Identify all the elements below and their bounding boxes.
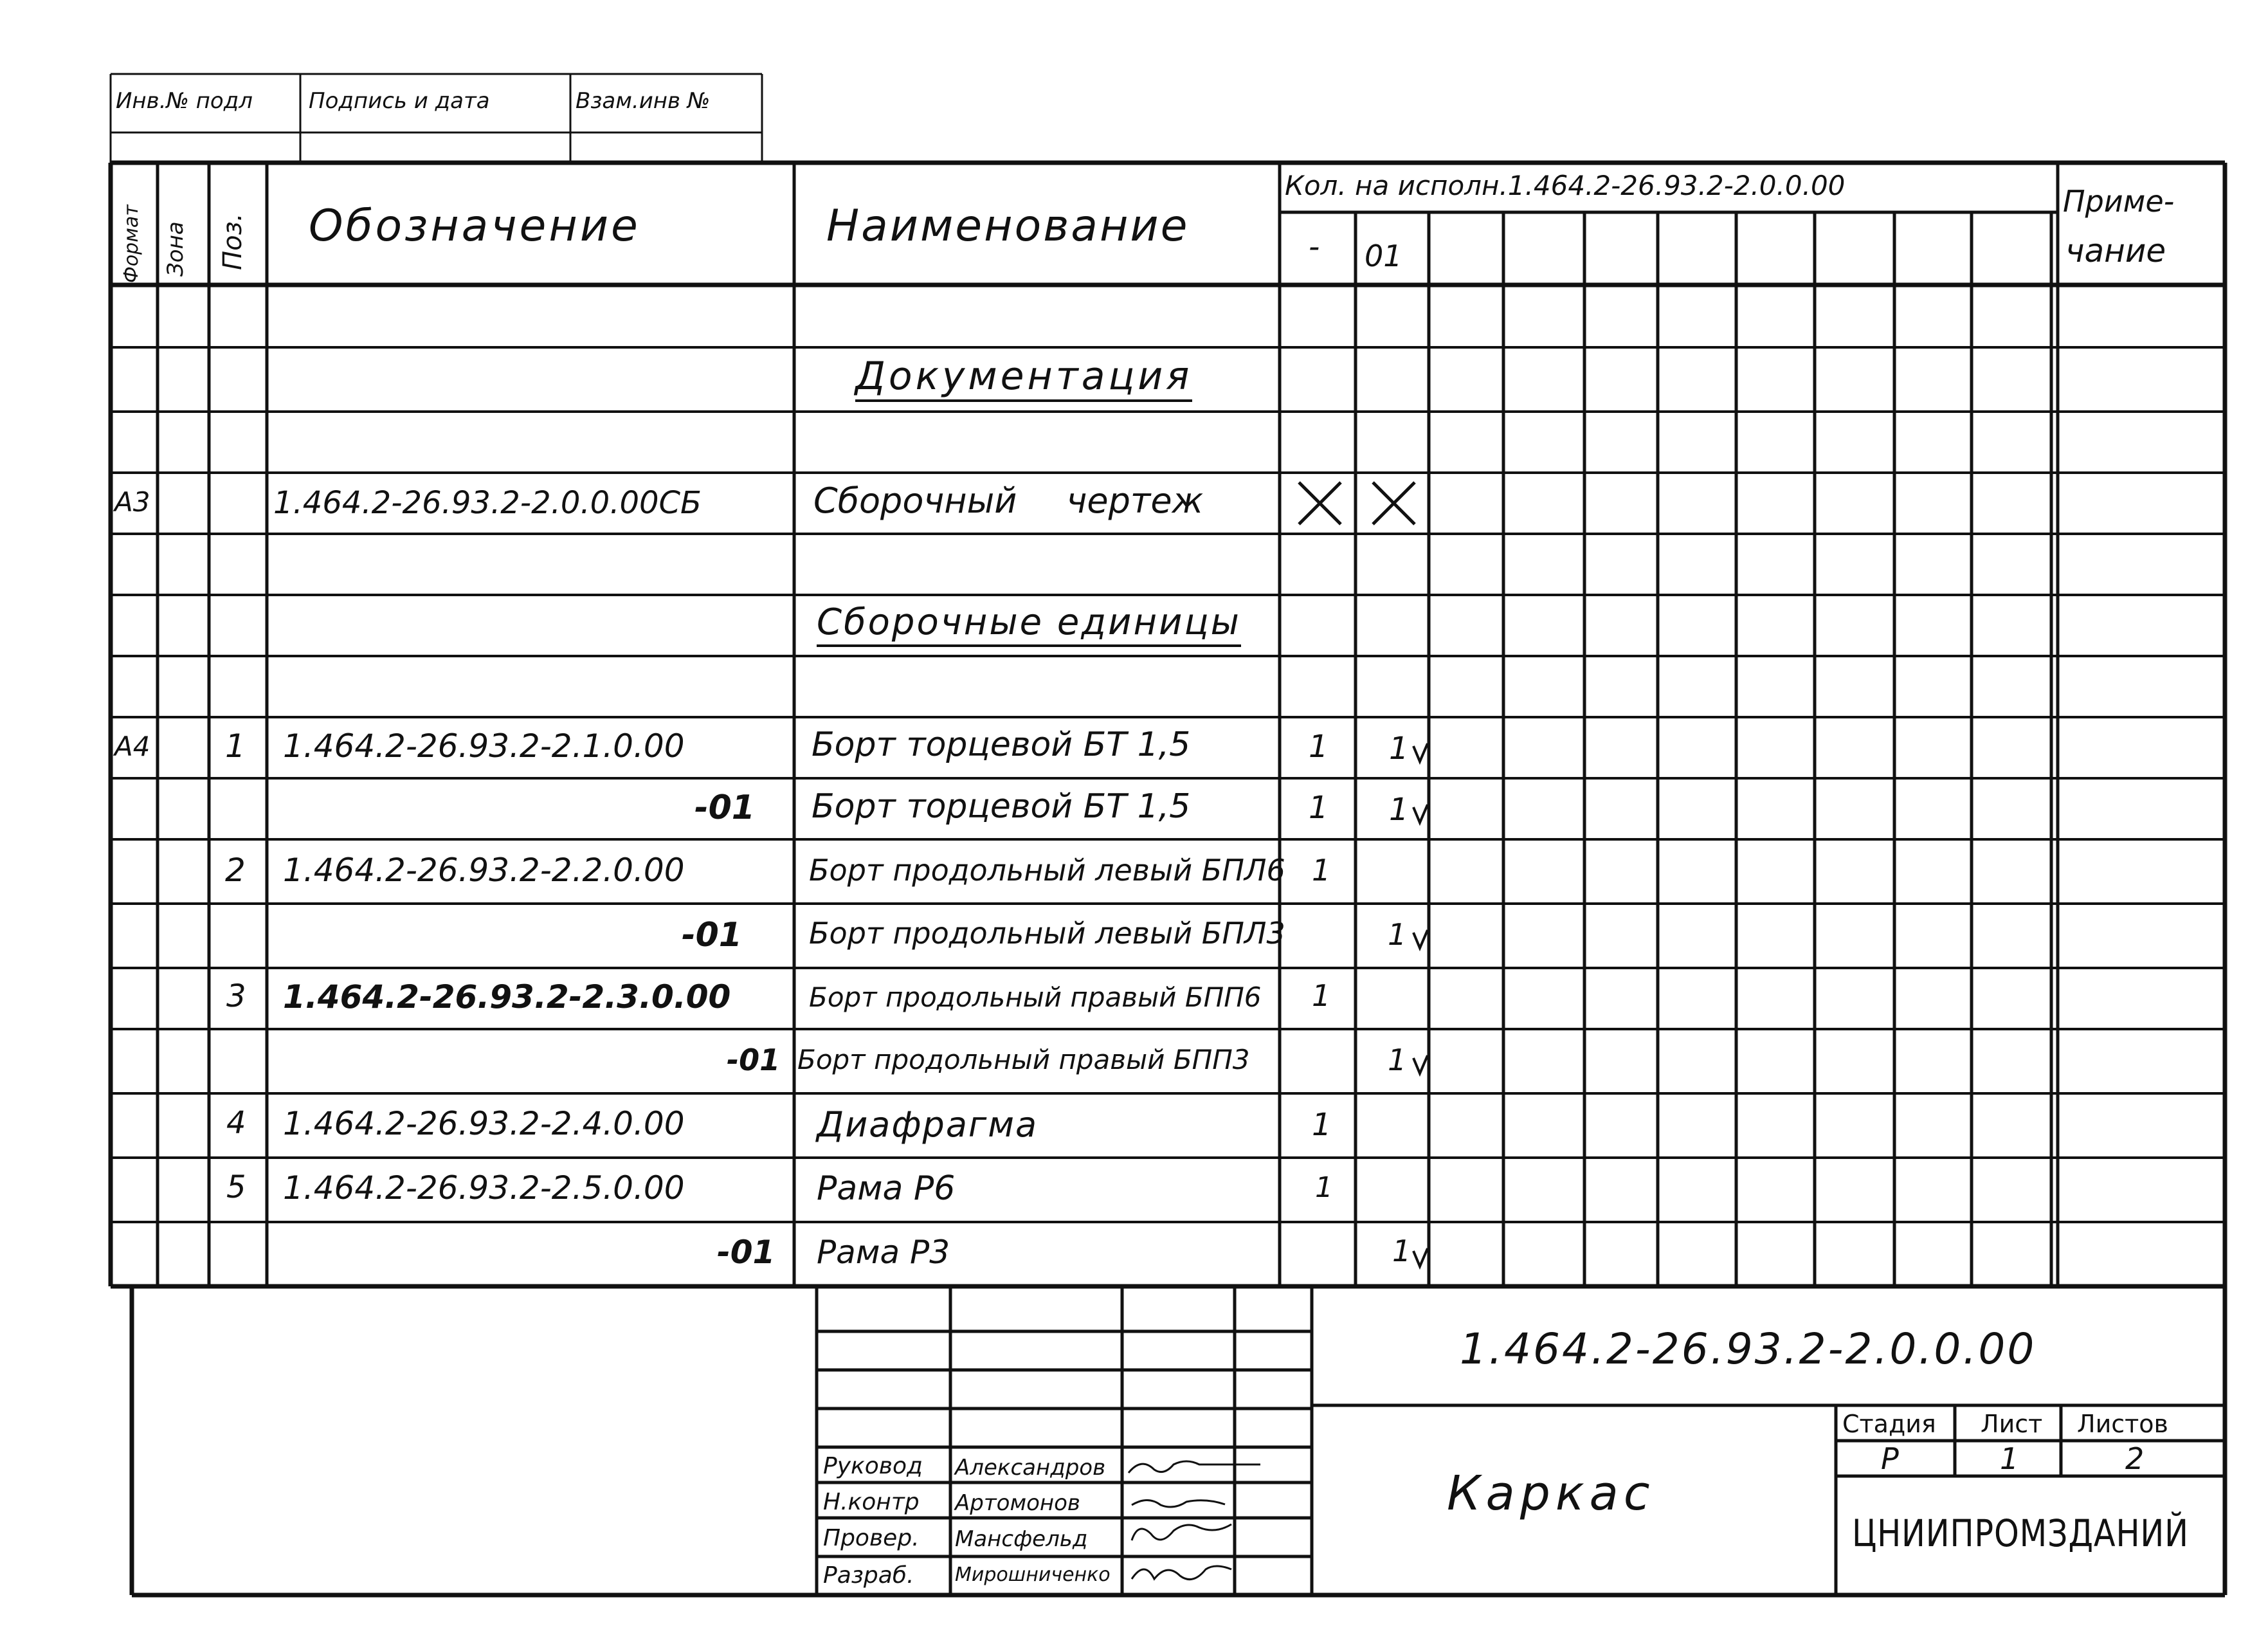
row-qty-2: 1 [1389, 792, 1409, 828]
row-designation: -01 [682, 916, 742, 954]
header-zone: Зона [163, 221, 188, 277]
row-format: A3 [114, 486, 150, 518]
role-label: Руковод [823, 1453, 923, 1479]
section-documentation: Документация [855, 357, 1192, 402]
row-qty-1: 1 [1309, 790, 1329, 826]
role-label: Разраб. [823, 1562, 914, 1589]
row-name: Борт продольный левый БПЛ6 [809, 853, 1285, 888]
row-pos: 3 [226, 978, 246, 1014]
stamp-grid [111, 74, 762, 163]
row-pos: 1 [225, 727, 246, 765]
row-qty-2: 1 [1388, 1043, 1407, 1077]
header-designation: Обозначение [309, 201, 640, 251]
row-name: Борт торцевой БТ 1,5 [812, 787, 1191, 826]
role-person: Мансфельд [955, 1526, 1088, 1552]
header-format: Формат [120, 205, 143, 283]
row-qty-1: 1 [1312, 853, 1331, 888]
document-title: Каркас [1447, 1466, 1655, 1521]
header-pos: Поз. [218, 213, 248, 270]
row-name: Рама Р3 [817, 1234, 950, 1271]
stamp-vzam-inv: Взам.инв № [576, 88, 711, 114]
row-designation: 1.464.2-26.93.2-2.4.0.00 [283, 1105, 685, 1142]
row-designation: 1.464.2-26.93.2-2.3.0.00 [283, 978, 731, 1016]
stamp-signature-date: Подпись и дата [309, 88, 490, 114]
sheet-label: Лист [1981, 1410, 2043, 1438]
header-variant-dash: - [1309, 229, 1320, 265]
row-designation: -01 [694, 789, 755, 827]
role-label: Провер. [823, 1525, 920, 1551]
check-marks [1413, 744, 1428, 1266]
row-qty-1: 1 [1312, 978, 1331, 1013]
row-name: Рама Р6 [817, 1169, 956, 1208]
row-name: Диафрагма [817, 1104, 1039, 1145]
row-pos: 2 [225, 852, 246, 889]
doc-code: 1.464.2-26.93.2-2.0.0.00 [1460, 1324, 2037, 1374]
row-qty-1: 1 [1312, 1107, 1332, 1143]
organization-name: ЦНИИПРОМЗДАНИЙ [1852, 1511, 2189, 1555]
row-qty-1: 1 [1309, 729, 1329, 765]
row-name: Борт торцевой БТ 1,5 [812, 725, 1191, 764]
role-person: Артомонов [955, 1490, 1080, 1516]
row-pos: 4 [226, 1105, 246, 1141]
row-name: Борт продольный правый БПП3 [797, 1044, 1250, 1075]
row-qty-2: 1 [1388, 917, 1407, 952]
row-qty-2: 1 [1392, 1234, 1411, 1268]
row-designation: 1.464.2-26.93.2-2.1.0.00 [283, 727, 685, 765]
role-label: Н.контр [823, 1489, 920, 1515]
sheets-label: Листов [2077, 1410, 2168, 1438]
stamp-inv-podl: Инв.№ подл [116, 88, 253, 114]
row-designation: -01 [717, 1234, 776, 1271]
row-name: Борт продольный левый БПЛ3 [809, 916, 1285, 951]
stage-value: Р [1881, 1441, 1899, 1476]
row-designation: 1.464.2-26.93.2-2.0.0.00СБ [273, 485, 702, 521]
role-person: Мирошниченко [955, 1564, 1111, 1586]
row-format: A4 [114, 731, 150, 762]
row-name: Борт продольный правый БПП6 [809, 981, 1262, 1013]
section-assembly-units: Сборочные единицы [817, 605, 1241, 647]
header-note-line1: Приме- [2063, 184, 2175, 219]
row-qty-2: 1 [1389, 731, 1409, 767]
row-pos: 5 [226, 1169, 246, 1205]
stage-label: Стадия [1842, 1410, 1936, 1438]
header-note-line2: чание [2065, 232, 2166, 269]
header-name: Наименование [826, 201, 1190, 251]
header-variant-01: 01 [1365, 239, 1402, 273]
sheets-value: 2 [2125, 1441, 2145, 1476]
header-qty-title: Кол. на исполн.1.464.2-26.93.2-2.0.0.00 [1285, 170, 1846, 201]
row-name: Сборочный чертеж [813, 480, 1204, 521]
signature-scribbles [1129, 1461, 1260, 1580]
row-qty-1: 1 [1315, 1171, 1333, 1204]
row-designation: 1.464.2-26.93.2-2.5.0.00 [283, 1169, 685, 1207]
row-designation: -01 [727, 1043, 781, 1077]
sheet-value: 1 [2000, 1441, 2019, 1476]
role-person: Александров [955, 1455, 1106, 1481]
row-designation: 1.464.2-26.93.2-2.2.0.00 [283, 852, 685, 889]
